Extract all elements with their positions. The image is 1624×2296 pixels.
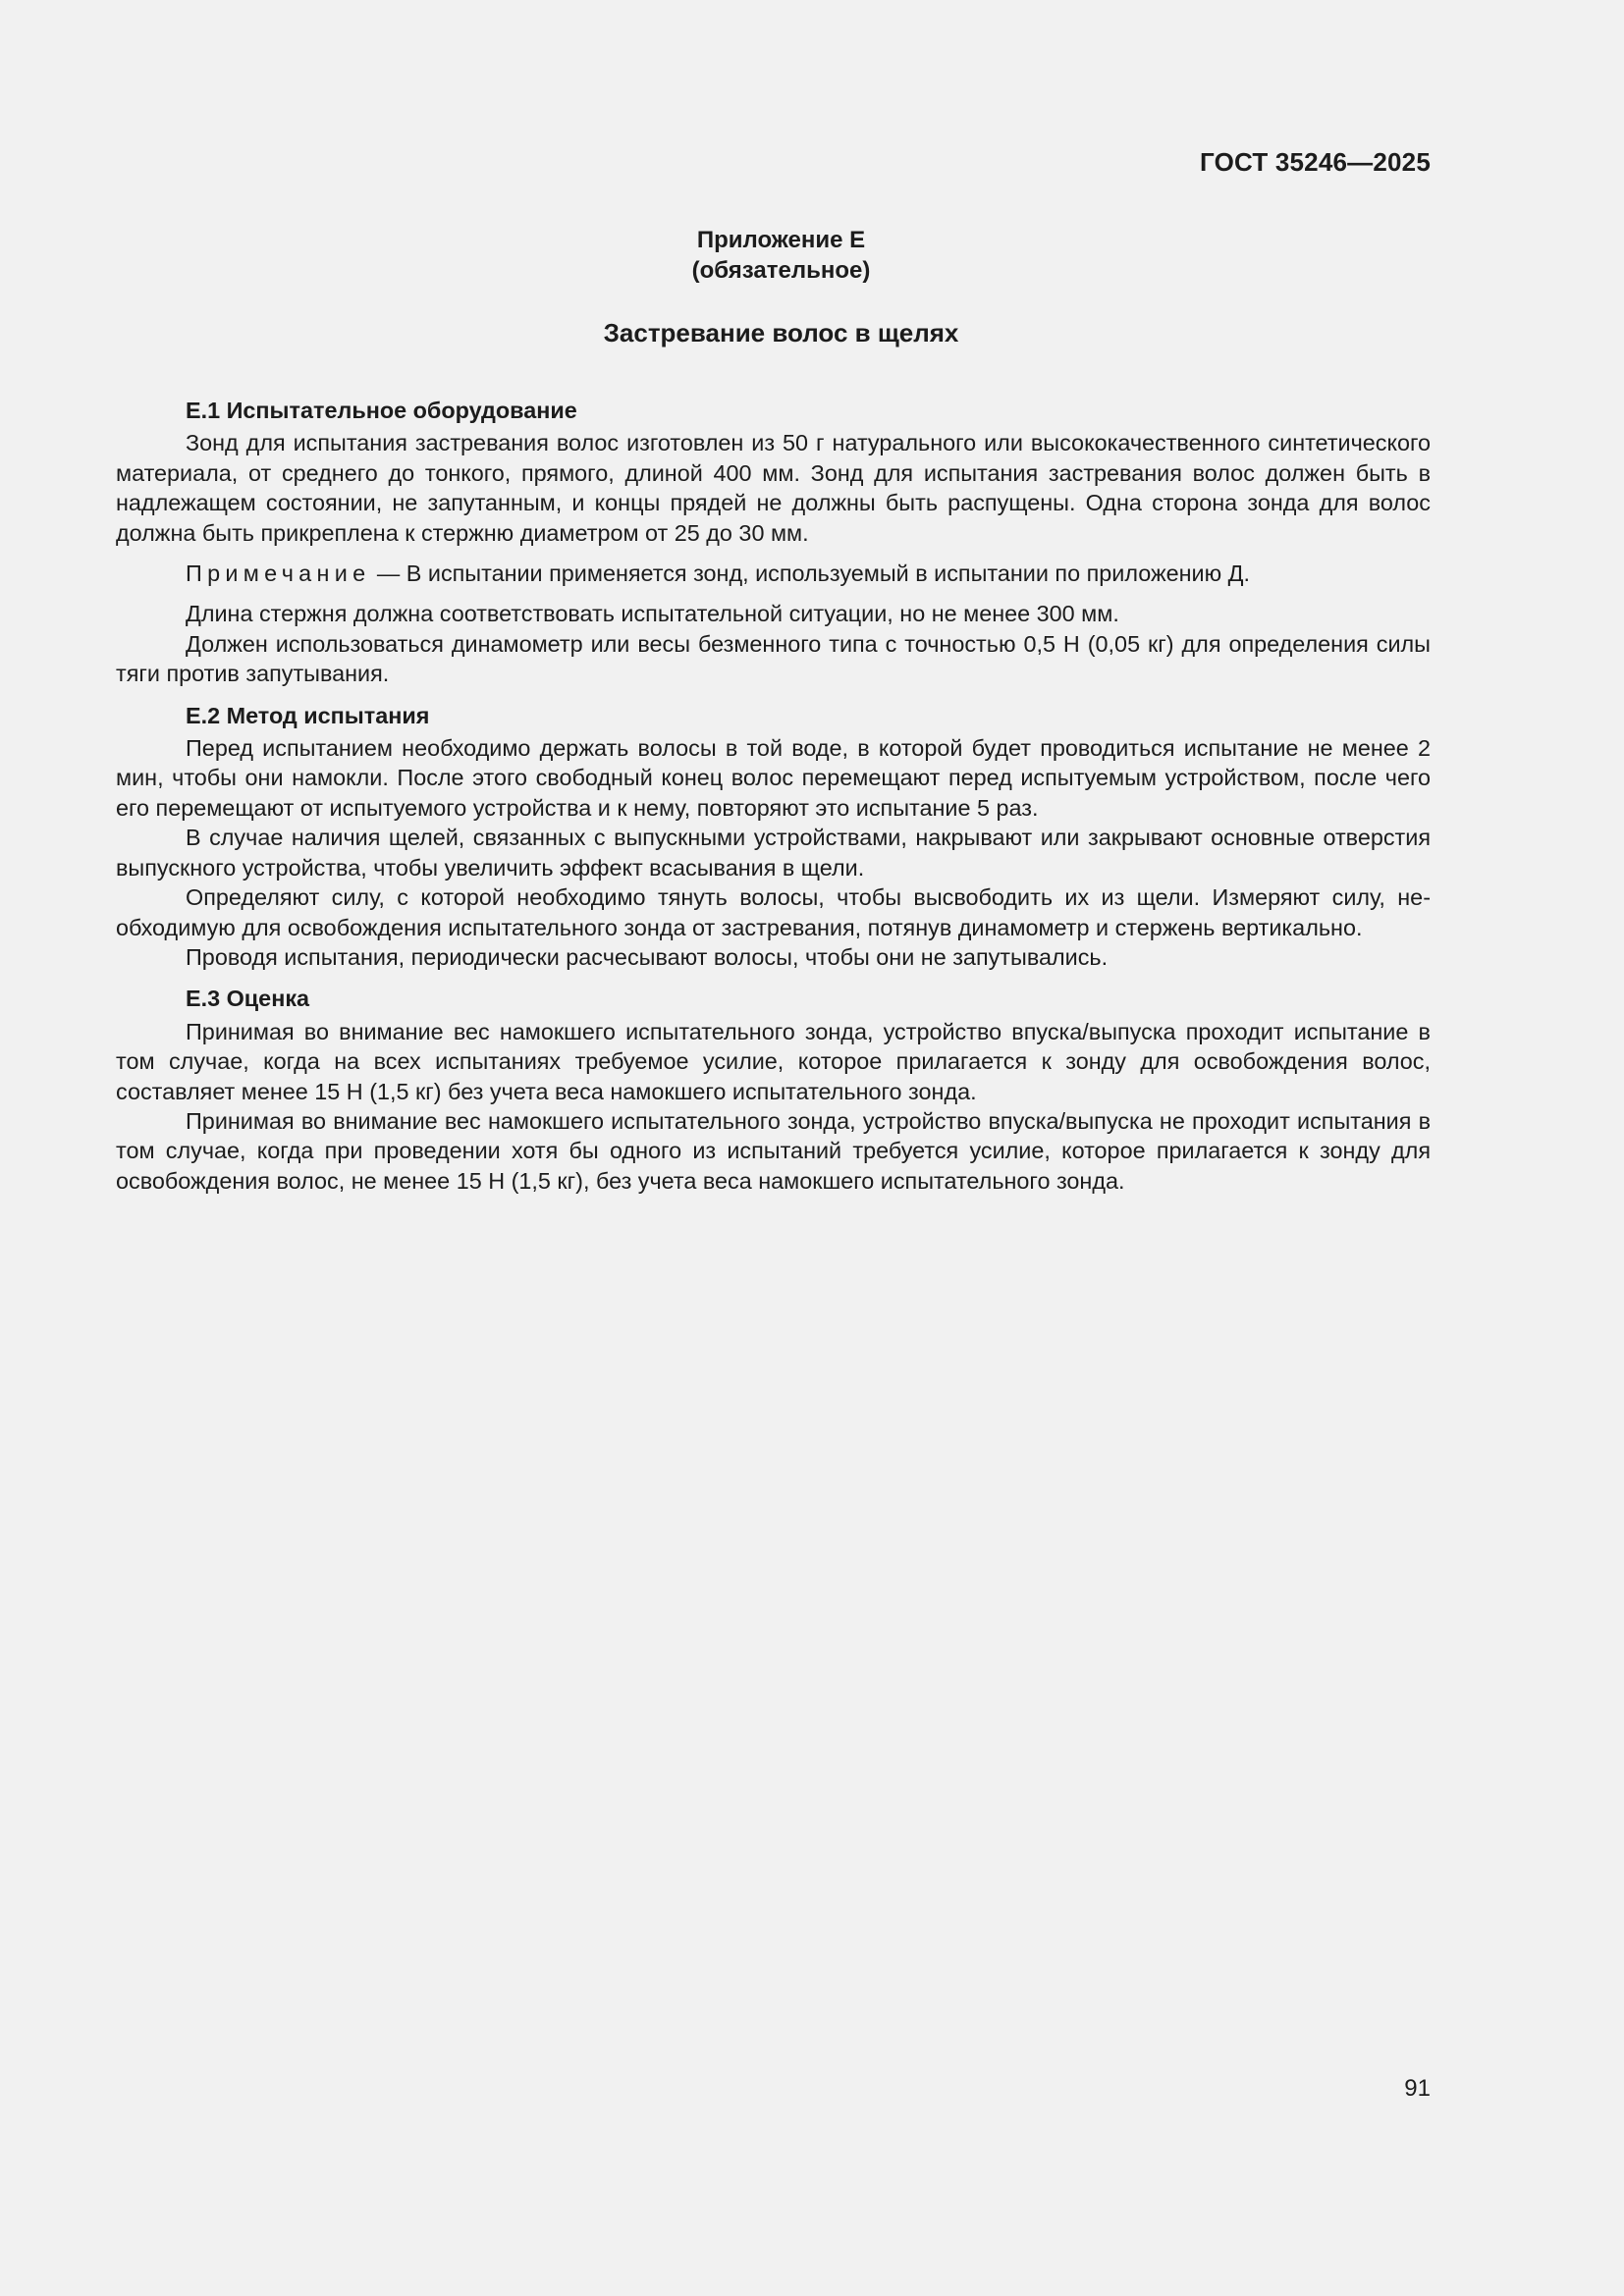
paragraph: Должен использоваться динамометр или весы безменного типа с точностью 0,5 Н (0,05 кг) для определения силы тяги против запутывания.: [116, 630, 1431, 687]
document-page: [116, 0, 1431, 2296]
paragraph: В случае наличия щелей, связанных с выпускными устройствами, накрывают или закрывают основные отверстия выпускного устройства, чтобы увеличить эффект всасывания в щели.: [116, 825, 1431, 881]
section-e2: [116, 701, 1431, 973]
section-heading: Е.1 Испытательное оборудование: [186, 398, 577, 423]
paragraph: Принимая во внимание вес намокшего испытательного зонда, устройство впуска/выпуска проходит испытание в том случае, когда на всех испытаниях требуемое усилие, которое прилагается к зонду для освобождения волос, составляет менее 15 Н (1,5 кг) без учета веса намокшего испытательного зонда.: [116, 1018, 1431, 1104]
section-heading: Е.3 Оценка: [186, 986, 310, 1012]
paragraph: Проводя испытания, периодически расчесывают волосы, чтобы они не запутывались.: [186, 943, 1109, 970]
note-label: Примечание: [186, 561, 371, 587]
paragraph: Определяют силу, с которой необходимо тянуть волосы, чтобы высвободить их из щели. Измеряют силу, необходимую для освобождения испытательного зонда от застревания, потянув динамометр и стержень вертикально.: [116, 884, 1431, 940]
standard-number: ГОСТ 35246—2025: [1200, 147, 1431, 177]
paragraph: Перед испытанием необходимо держать волосы в той воде, в которой будет проводиться испытание не менее 2 мин, чтобы они намокли. После этого свободный конец волос перемещают перед испытуемым устройством, после чего его перемещают от испытуемого устройства и к нему, повторяют это испытание 5 раз.: [116, 735, 1431, 821]
section-e1: [116, 396, 1431, 689]
page-title: Застревание волос в щелях: [603, 318, 959, 347]
document-body: [116, 396, 1431, 1196]
paragraph: Зонд для испытания застревания волос изготовлен из 50 г натурального или высококачественного синтетического материала, от среднего до тонкого, прямого, длиной 400 мм. Зонд для испытания застревания волос должен быть в надлежащем состоянии, не запутанным, и концы прядей не должны быть распущены. Одна сторона зонда для волос должна быть прикреплена к стержню диаметром от 25 до 30 мм.: [116, 430, 1431, 546]
paragraph: Длина стержня должна соответствовать испытательной ситуации, но не менее 300 мм.: [186, 601, 1119, 627]
page-number: 91: [1404, 2075, 1431, 2102]
appendix-label: Приложение Е: [696, 227, 866, 253]
note-text: — В испытании применяется зонд, используемый в испытании по приложению Д.: [370, 561, 1250, 587]
appendix-status: (обязательное): [691, 257, 871, 284]
note: [116, 559, 1431, 588]
section-heading: Е.2 Метод испытания: [186, 702, 430, 728]
section-e3: [116, 984, 1431, 1196]
paragraph: Принимая во внимание вес намокшего испытательного зонда, устройство впуска/выпуска не проходит испытания в том случае, когда при проведении хотя бы одного из испытаний требуется усилие, которое прилагается к зонду для освобождения волос, не менее 15 Н (1,5 кг), без учета веса намокшего испытательного зонда.: [116, 1107, 1431, 1194]
appendix-heading: [116, 225, 1431, 286]
